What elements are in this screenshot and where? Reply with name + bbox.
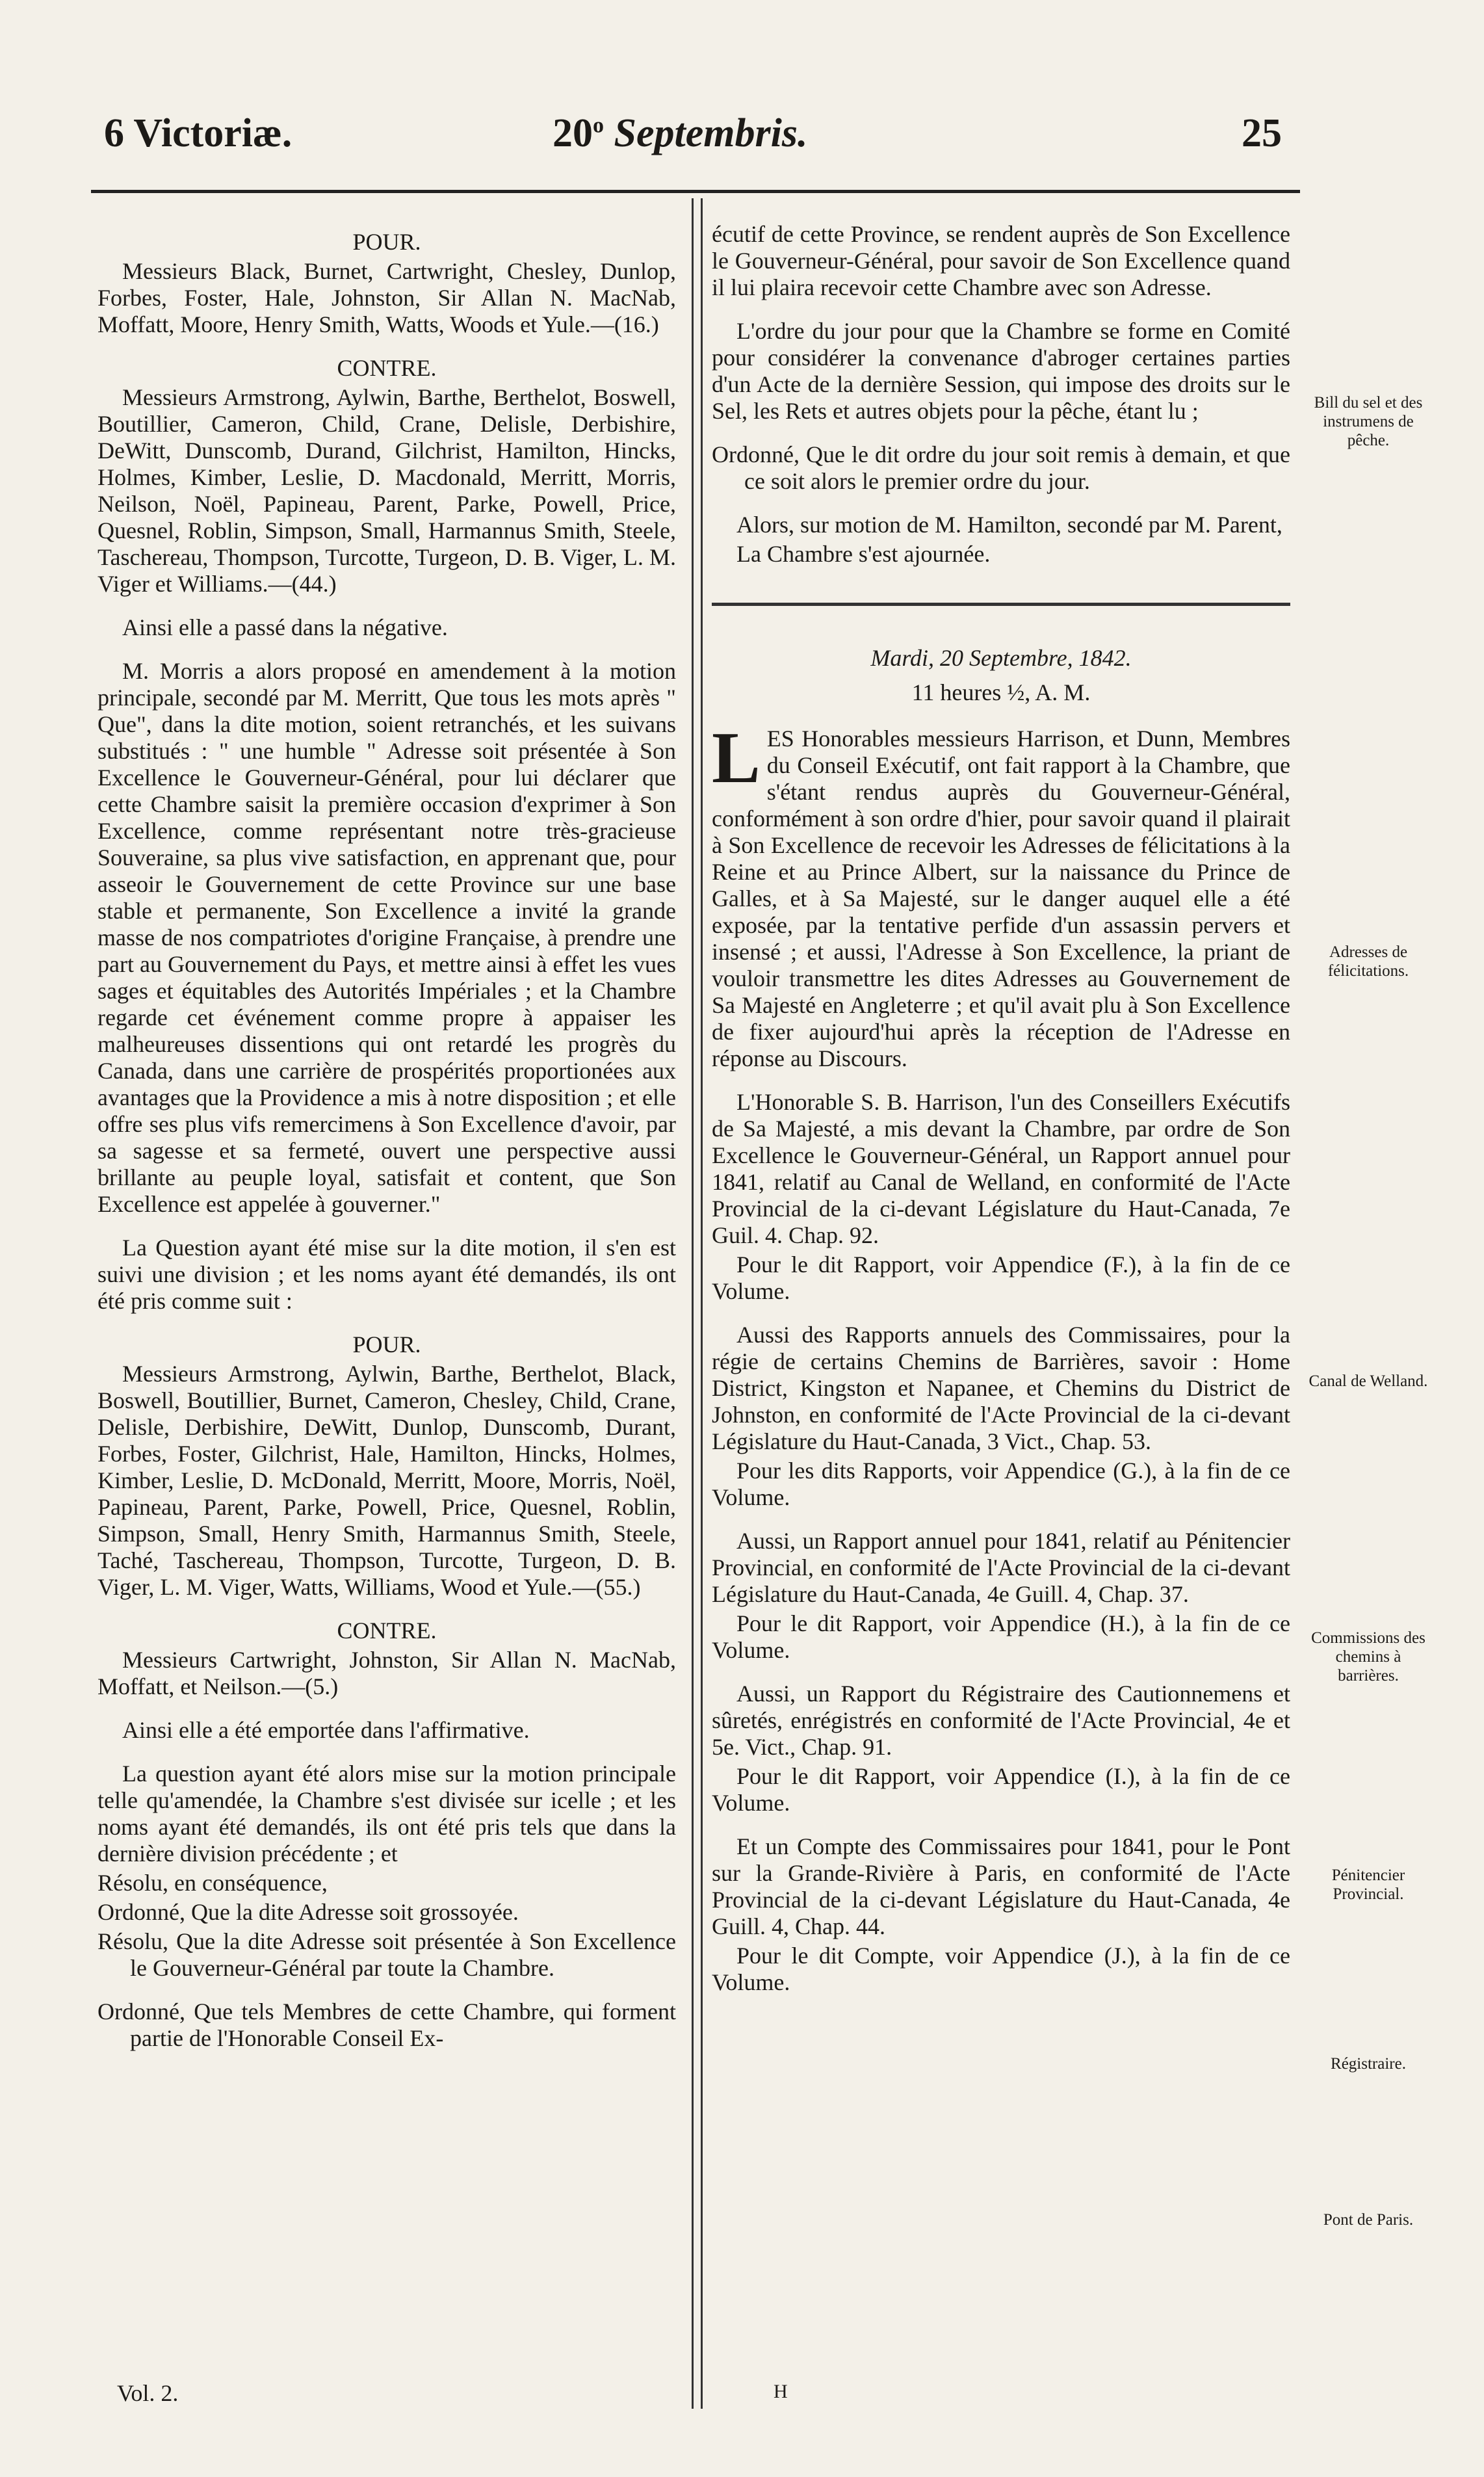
resolu-presentation: Résolu, Que la dite Adresse soit présentée à Son Excellence le Gouverneur-Général par toute la Chambre. [98,1928,676,1981]
margin-note-pont: Pont de Paris. [1323,2211,1414,2229]
appendix-j: Pour le dit Compte, voir Appendice (J.), à la fin de ce Volume. [712,1943,1290,1995]
contre-heading: CONTRE. [337,355,437,381]
margin-note-bill: Bill du sel et des instrumens de pêche. [1314,394,1423,449]
adjourned: La Chambre s'est ajournée. [736,541,991,567]
ordre-du-jour: L'ordre du jour pour que la Chambre se forme en Comité pour considérer la convenance d'abroger certaines parties d'un Acte de la dernière Session, qui impose des droits sur le Sel, les Rets et autres objets pour la pêche, étant lu ; [712,318,1290,424]
negative-result: Ainsi elle a passé dans la négative. [122,614,448,640]
sitting-time: 11 heures ½, A. M. [911,679,1091,705]
header-month: Septembris. [614,111,808,155]
column-rule-left [692,198,694,2409]
ordonne-remis: Ordonné, Que le dit ordre du jour soit remis à demain, et que ce soit alors le premier ordre du jour. [712,441,1290,494]
header-rule [91,190,1300,193]
header-day-suffix: o [593,113,604,138]
question-division: La Question ayant été mise sur la dite motion, il s'en est suivi une division ; et les noms ayant été demandés, ils ont été pris comme suit : [98,1235,676,1314]
sitting-date: Mardi, 20 Septembre, 1842. [870,645,1132,671]
margin-note-adresses: Adresses de félicitations. [1327,943,1409,980]
penitencier-report: Aussi, un Rapport annuel pour 1841, relatif au Pénitencier Provincial, en conformité de l'Acte Provincial de la ci-devant Législature du Haut-Canada, 4e Guill. 4, Chap. 37. [712,1528,1290,1607]
contre-names-2: Messieurs Cartwright, Johnston, Sir Allan N. MacNab, Moffatt, et Neilson.—(5.) [98,1647,676,1699]
column-rule-right [701,198,703,2409]
ordonne-line: Ordonné, Que la dite Adresse soit grossoyée. [98,1899,519,1925]
left-column [98,221,676,2054]
morris-amendment: M. Morris a alors proposé en amendement à la motion principale, secondé par M. Merritt, Que tous les mots après " Que", dans la dite motion, soient retranchés, et les suivans substitués : " une humble " Adresse soit présentée à Son Excellence le Gouverneur-Général, pour lui déclarer que cette Chambre saisit la première occasion d'exprimer à Son Excellence, comme représentant notre très-gracieuse Souveraine, sa plus vive satisfaction, en apprenant que, pour asseoir le Gouvernement de cette Province sur une base stable et permanente, Son Excellence a invité la grande masse de nos compatriotes d'origine Française, à prendre une part au Gouvernement du Pays, et mettre ainsi à effet les vues sages et équitables des Autorités Impériales ; et la Chambre regarde cet événement comme propre à appaiser les malheureuses dissentions qui ont retardé les progrès du Canada, dans une carrière de prospérités proportionées aux avantages que la Providence a mis à notre disposition ; et elle offre ses plus vifs remercimens à Son Excellence d'avoir, par sa sagesse et sa fermeté, ouvert une perspective aussi brillante au peuple loyal, satisfait et content, que Son Excellence est appelée à gouverner." [98,658,676,1217]
main-motion-division: La question ayant été alors mise sur la motion principale telle qu'amendée, la Chambre s'est divisée sur icelle ; et les noms ayant été demandés, ils ont été pris tels que dans la dernière division précédente ; et [98,1761,676,1867]
regnal-year: 6 Victoriæ. [104,111,293,155]
ordonne-members: Ordonné, Que tels Membres de cette Chambre, qui forment partie de l'Honorable Conseil Ex- [98,1999,676,2051]
running-header [78,111,1313,169]
barrieres-report: Aussi des Rapports annuels des Commissaires, pour la régie de certains Chemins de Barrières, savoir : Home District, Kingston et Napanee, et Chemins du District de Johnston, en conformité de l'Acte Provincial de la ci-devant Législature du Haut-Canada, 3 Vict., Chap. 53. [712,1322,1290,1454]
appendix-f: Pour le dit Rapport, voir Appendice (F.), à la fin de ce Volume. [712,1252,1290,1304]
header-day: 20 [553,111,593,155]
appendix-h: Pour le dit Rapport, voir Appendice (H.), à la fin de ce Volume. [712,1610,1290,1663]
continued-text: écutif de cette Province, se rendent auprès de Son Excellence le Gouverneur-Général, pour savoir de Son Excellence quand il lui plaira recevoir cette Chambre avec son Adresse. [712,221,1290,300]
honorables-text: ES Honorables messieurs Harrison, et Dunn, Membres du Conseil Exécutif, ont fait rapport à la Chambre, que s'étant rendus auprès du Gouverneur-Général, conformément à son ordre d'hier, pour savoir quand il plairait à Son Excellence de recevoir les Adresses de félicitations à la Reine et au Prince Albert, sur la naissance du Prince de Galles, et à Sa Majesté, sur le danger auquel elle a été exposée, par la tentative perfide d'un assassin pervers et insensé ; et aussi, l'Adresse à Son Excellence, la priant de vouloir transmettre les dites Adresses au Gouvernement de Sa Majesté en Angleterre ; et qu'il avait plu à Son Excellence de fixer aujourd'hui après la réception de l'Adresse en réponse au Discours. [712,726,1290,1071]
contre-names: Messieurs Armstrong, Aylwin, Barthe, Berthelot, Boswell, Boutillier, Cameron, Child, Crane, Delisle, Derbishire, DeWitt, Dunscomb, Durand, Gilchrist, Hamilton, Hincks, Holmes, Kimber, Leslie, D. Macdonald, Merritt, Morris, Neilson, Noël, Papineau, Parent, Parke, Powell, Price, Quesnel, Roblin, Simpson, Small, Harmannus Smith, Steele, Taschereau, Thompson, Turcotte, Turgeon, D. B. Viger, L. M. Viger et Williams.—(44.) [98,384,676,597]
registraire-report: Aussi, un Rapport du Régistraire des Cautionnemens et sûretés, enrégistrés en conformité de l'Acte Provincial, 4e et 5e. Vict., Chap. 91. [712,1681,1290,1760]
margin-note-canal: Canal de Welland. [1308,1372,1428,1390]
appendix-g: Pour les dits Rapports, voir Appendice (G.), à la fin de ce Volume. [712,1458,1290,1510]
appendix-i: Pour le dit Rapport, voir Appendice (I.), à la fin de ce Volume. [712,1763,1290,1816]
margin-note-commissions: Commissions des chemins à barrières. [1311,1629,1425,1684]
margin-note-penitencier: Pénitencier Provincial. [1331,1867,1405,1903]
header-date [553,111,807,157]
right-column [712,221,1290,2013]
contre-heading-2: CONTRE. [337,1618,437,1644]
welland-report: L'Honorable S. B. Harrison, l'un des Conseillers Exécutifs de Sa Majesté, a mis devant la Chambre, par ordre de Son Excellence le Gouverneur-Général, un Rapport annuel pour 1841, relatif au Canal de Welland, en conformité de l'Acte Provincial de la ci-devant Législature du Haut-Canada, 7e Guil. 4. Chap. 92. [712,1089,1290,1248]
pour-heading: POUR. [352,229,421,255]
pour-heading-2: POUR. [352,1331,421,1357]
adjourn-motion: Alors, sur motion de M. Hamilton, secondé par M. Parent, [736,512,1282,538]
drop-cap: L [712,718,761,798]
pour-names-2: Messieurs Armstrong, Aylwin, Barthe, Berthelot, Black, Boswell, Boutillier, Burnet, Cameron, Chesley, Child, Crane, Delisle, Derbishire, DeWitt, Dunlop, Dunscomb, Durant, Forbes, Foster, Gilchrist, Hale, Hamilton, Hincks, Holmes, Kimber, Leslie, D. McDonald, Merritt, Moore, Morris, Noël, Papineau, Parent, Parke, Powell, Price, Quesnel, Roblin, Simpson, Small, Henry Smith, Harmannus Smith, Steele, Taché, Taschereau, Thompson, Turcotte, Turgeon, D. B. Viger, L. M. Viger, Watts, Williams, Wood et Yule.—(55.) [98,1361,676,1600]
day-separator [712,603,1290,606]
affirmative-result: Ainsi elle a été emportée dans l'affirmative. [122,1717,530,1743]
volume-footer: Vol. 2. [117,2380,179,2406]
resolu-line: Résolu, en conséquence, [98,1870,328,1896]
page-number: 25 [1242,111,1282,155]
margin-note-registraire: Régistraire. [1331,2055,1406,2073]
honorables-report [712,718,1290,1072]
pour-names: Messieurs Black, Burnet, Cartwright, Chesley, Dunlop, Forbes, Foster, Hale, Johnston, Sir Allan N. MacNab, Moffatt, Moore, Henry Smith, Watts, Woods et Yule.—(16.) [98,258,676,337]
signature-mark: H [774,2381,788,2402]
pont-report: Et un Compte des Commissaires pour 1841, pour le Pont sur la Grande-Rivière à Paris, en conformité de l'Acte Provincial de la ci-devant Législature du Haut-Canada, 4e Guill. 4, Chap. 44. [712,1833,1290,1939]
